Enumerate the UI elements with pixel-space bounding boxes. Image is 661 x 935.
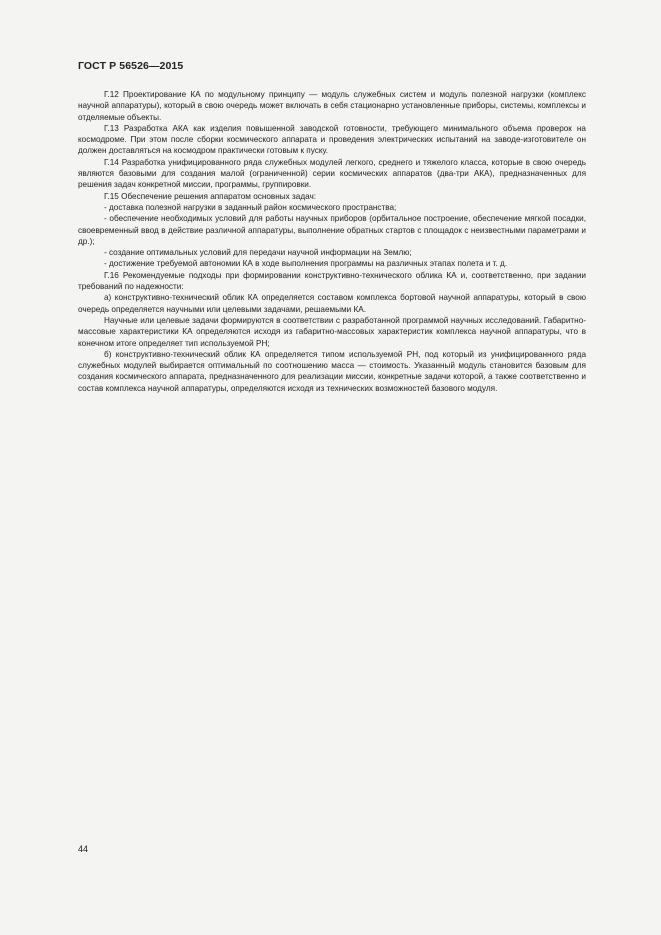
list-item: - создание оптимальных условий для передачи научной информации на Землю; [104,248,412,258]
paragraph-g15: Г.15 Обеспечение решения аппаратом основных задач: [104,191,317,201]
paragraph-g14: Г.14 Разработка унифицированного ряда служебных модулей легкого, среднего и тяжелого класса, которые в свою очередь являются базовыми для создания малой (ограниченной) серии космических аппаратов (два-три АКА), предназначенных для решения задач конкретной миссии, программы, группировки. [78,157,586,190]
paragraph-g16-b: б) конструктивно-технический облик КА определяется типом используемой РН, под который из унифицированного ряда служебных модулей выбирается оптимальный по соотношению масса — стоимость. Указанный модуль становится базовым для создания космического аппарата, предназначенного для реализации миссии, конкретные задачи которой, а также соответственно и состав комплекса научной аппаратуры, определяются исходя из технических возможностей базового модуля. [78,349,586,393]
standard-header: ГОСТ Р 56526—2015 [78,60,184,72]
paragraph-g16-a: а) конструктивно-технический облик КА определяется составом комплекса бортовой научной аппаратуры, который в свою очередь определяется научными или целевыми задачами, решаемыми КА. [78,293,586,314]
paragraph-g12: Г.12 Проектирование КА по модульному принципу — модуль служебных систем и модуль полезной нагрузки (комплекс научной аппаратуры), который в свою очередь может включать в себя стационарно установленные приборы, системы, комплексы и отделяемые объекты. [78,90,586,122]
list-item: - обеспечение необходимых условий для работы научных приборов (орбитальное построение, обеспечение мягкой посадки, своевременный ввод в действие различной аппаратуры, выполнение обратных стартов с площадок с неизвестными параметрами и др.); [78,214,586,246]
paragraph-g13: Г.13 Разработка АКА как изделия повышенной заводской готовности, требующего минимального объема проверок на космодроме. При этом после сборки космического аппарата и проведения электрических испытаний на заводе-изготовителе он должен доставляться на космодром практически готовым к пуску. [78,123,586,156]
paragraph-tasks: Научные или целевые задачи формируются в соответствии с разработанной программой научных исследований. Габаритно-массовые характеристики КА определяются исходя из габаритно-массовых характеристик комплекса научной аппаратуры, что в конечном итоге определяет тип используемой РН; [78,315,586,348]
page-number: 44 [78,844,89,854]
paragraph-g16: Г.16 Рекомендуемые подходы при формировании конструктивно-технического облика КА и, соответственно, при задании требований по надежности: [78,270,586,292]
list-item: - доставка полезной нагрузки в заданный район космического пространства; [104,202,397,212]
body-text [78,89,586,394]
list-item: - достижение требуемой автономии КА в ходе выполнения программы на различных этапах полета и т. д. [104,259,508,269]
